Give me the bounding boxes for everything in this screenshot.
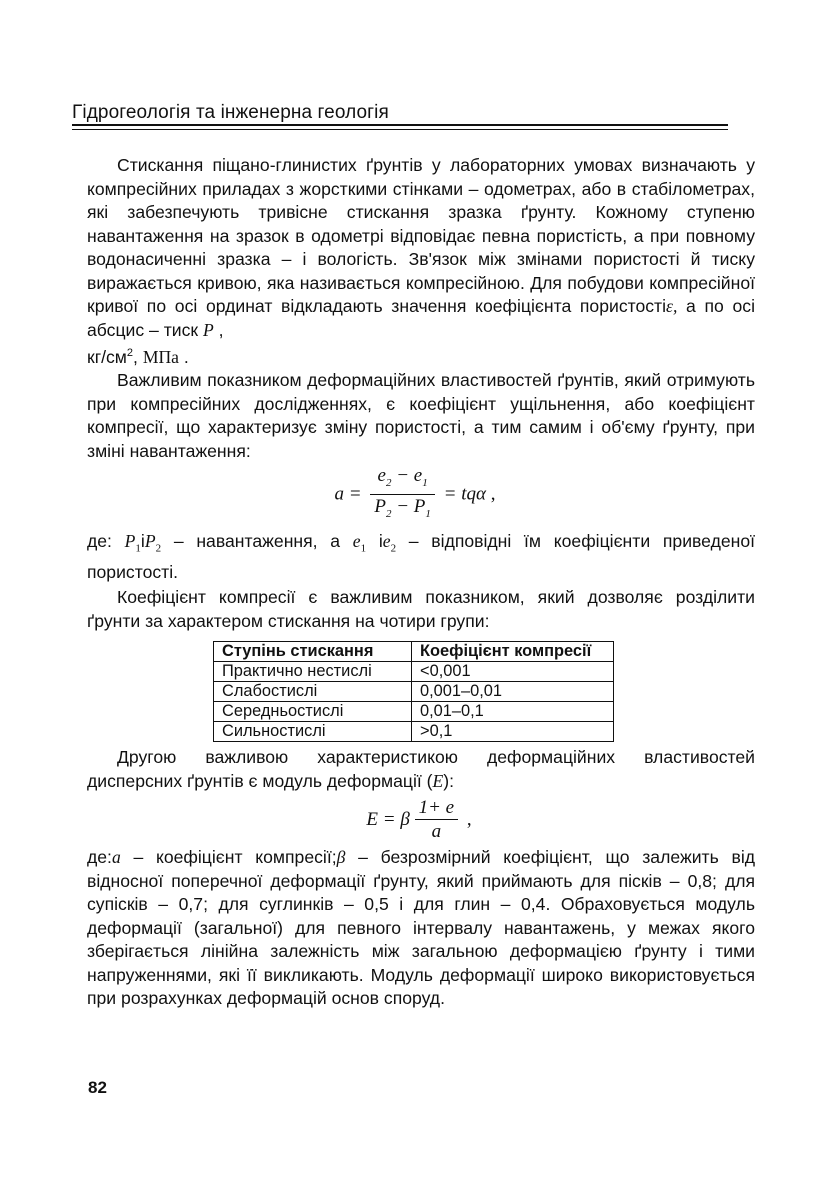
paragraph-compaction-coefficient: Важливим показником деформаційних властивостей ґрунтів, який отримують при компресійних дослідженнях, є коефіцієнт ущільнення, або коефіцієнт компресії, що характеризує зміну пористості, а тим самим і об'єму ґрунту, при зміні навантаження: [87, 370, 755, 461]
header-rule-thin [72, 129, 728, 130]
compressibility-table [213, 641, 614, 742]
formula-compression-coefficient: a = $\frac{e_2 - e_1}{P_2 - P_1}$ = tqα , [81, 465, 749, 526]
table-cell: >0,1 [412, 722, 614, 742]
table-row [214, 722, 614, 742]
paragraph-where-beta: де:a – коефіцієнт компресії;β – безрозмірний коефіцієнт, що залежить від відносної поперечної деформації ґрунту, який приймають для пісків – 0,8; для супісків – 0,7; для суглинків – 0,5 і для глин – 0,4. Обраховується модуль деформації (загальної) для певного інтервалу навантажень, у межах якого зберігається лінійна залежність між загальною деформацією ґрунту і тими напруженнями, які її викликають. Модуль деформації широко використовується при розрахунках деформацій основ споруд. [87, 847, 755, 1009]
table-row [214, 662, 614, 682]
paragraph-groups-intro: Коефіцієнт компресії є важливим показником, який дозволяє розділити ґрунти за характером стискання на чотири групи: [87, 587, 755, 631]
formula-fraction: $\frac{e_2 - e_1}{P_2 - P_1}$ [370, 465, 435, 526]
page-body [87, 154, 755, 1011]
table-row [214, 702, 614, 722]
paragraph-where-loads: де: $P_1іP_2$ – навантаження, а $e_1$ $іe_2$ – відповідні їм коефіцієнти приведеної пористості. [87, 530, 756, 582]
table-cell: <0,001 [412, 662, 614, 682]
table-header-cell: Ступінь стискання [214, 642, 412, 662]
symbol-epsilon: ε, [666, 296, 678, 316]
table-cell: 0,01–0,1 [412, 702, 614, 722]
unit-mpa: МПа [142, 346, 179, 367]
paragraph-compression-intro: Стискання піщано-глинистих ґрунтів у лабораторних умовах визначають у компресійних приладах з жорсткими стінками – одометрах, або в стабілометрах, які забезпечують тривісне стискання зразка ґрунту. Кожному ступеню навантаження на зразок в одометрі відповідає певна пористість, а при повному водонасиченні зразка – і вологість. Зв'язок між змінами пористості й тиску виражається кривою, яка називається компресійною. Для побудови компресійної кривої по осі ординат відкладають значення коефіцієнта пористостіε, а по осі абсцис – тиск P , $кг/см^2$, МПа . [87, 155, 755, 367]
table-cell: Сильностислі [214, 722, 412, 742]
table-cell: Практично нестислі [214, 662, 412, 682]
running-header: Гідрогеологія та інженерна геологія [72, 102, 389, 123]
paragraph-deformation-modulus: Другою важливою характеристикою деформаційних властивостей дисперсних ґрунтів є модуль деформації (E): [87, 747, 755, 791]
formula-deformation-modulus: E = β $\frac{1+ e}{a}$ , [366, 797, 472, 843]
table-row [214, 682, 614, 702]
table-cell: Слабостислі [214, 682, 412, 702]
table-header-cell: Коефіцієнт компресії [412, 642, 614, 662]
header-rule-thick [72, 124, 728, 126]
table-cell: Середньостислі [214, 702, 412, 722]
symbol-p: P [203, 319, 214, 340]
formula-fraction: $\frac{1+ e}{a}$ [415, 797, 459, 844]
table-header-row [214, 642, 614, 662]
table-cell: 0,001–0,01 [412, 682, 614, 702]
page-number: 82 [88, 1078, 107, 1097]
